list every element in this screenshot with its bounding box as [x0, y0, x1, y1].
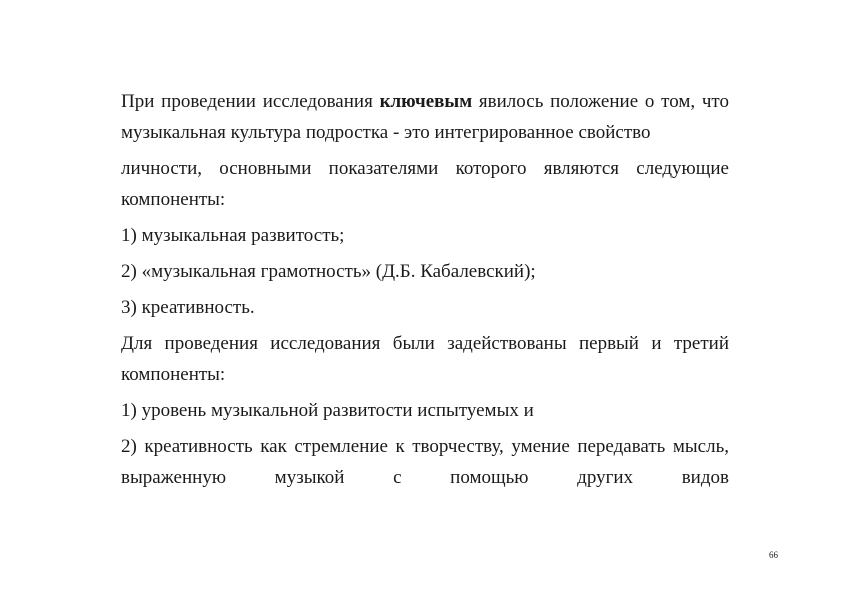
list-item-musical-literacy: 2) «музыкальная грамотность» (Д.Б. Кабалевский);	[121, 261, 536, 282]
list-item-development-level: 1) уровень музыкальной развитости испытуемых и	[121, 400, 534, 421]
page-number: 66	[769, 550, 778, 560]
paragraph-components-used: Для проведения исследования были задействованы первый и третий компоненты:	[121, 333, 729, 385]
paragraph-text: При проведении исследования	[121, 91, 380, 112]
list-item-creativity-definition: 2) креативность как стремление к творчеству, умение передавать мысль, выраженную музыкой с помощью других видов	[121, 436, 729, 488]
emphasized-word: ключевым	[379, 91, 473, 112]
paragraph-personality: личности, основными показателями которого являются следующие компоненты:	[121, 158, 729, 210]
paragraph-key-statement	[121, 86, 729, 148]
paragraph-text: явилось положение о том, что музыкальная культура подростка - это интегрированное свойство	[121, 91, 729, 143]
page-body	[121, 86, 729, 498]
list-item-creativity: 3) креативность.	[121, 297, 255, 318]
list-item-musical-development: 1) музыкальная развитость;	[121, 225, 345, 246]
